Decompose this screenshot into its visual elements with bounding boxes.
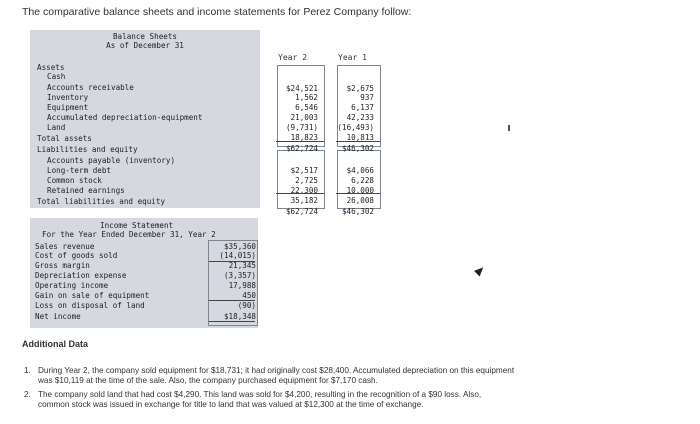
bs-year1-value: 937 <box>360 93 374 102</box>
total-rule <box>276 141 324 142</box>
balance-sheet-labels <box>30 58 268 208</box>
is-row-value: 21,345 <box>228 261 256 270</box>
is-row-label: Loss on disposal of land <box>35 301 145 310</box>
is-row-value: (14,015) <box>219 251 256 260</box>
year1-values <box>328 0 378 424</box>
is-rule <box>209 300 255 301</box>
year2-values <box>272 0 322 424</box>
stray-mark <box>508 125 510 131</box>
bs-year1-value: $46,302 <box>341 144 374 153</box>
note-1-line2: was $10,119 at the time of the sale. Also, the company purchased equipment for $7,170 cash. <box>38 376 378 385</box>
bs-row-label: Accounts receivable <box>47 83 134 92</box>
bs-row-label: Accounts payable (inventory) <box>47 156 176 165</box>
total-rule <box>336 193 380 194</box>
note-1 <box>24 366 664 385</box>
is-row-value: 17,988 <box>228 281 256 290</box>
bs-row-label: Long-term debt <box>47 166 112 175</box>
bs-year1-value: $4,066 <box>346 166 374 175</box>
bs-year2-value: 1,562 <box>295 93 318 102</box>
is-row-label: Sales revenue <box>35 242 95 251</box>
income-statement-title: Income Statement <box>100 221 174 230</box>
bs-year2-value: $62,724 <box>285 144 318 153</box>
balance-sheet-header <box>30 30 260 56</box>
bs-row-label: Total liabilities and equity <box>37 197 166 206</box>
total-rule <box>276 193 324 194</box>
note-1-line1: During Year 2, the company sold equipment for $18,731; it had originally cost $28,400. Accumulated depreciation on this equipment <box>38 366 515 375</box>
bs-year1-value: $2,675 <box>346 84 374 93</box>
is-row-label: Depreciation expense <box>35 271 127 280</box>
year2-header: Year 2 <box>278 53 307 62</box>
bs-row-label: Cash <box>47 72 66 81</box>
bs-year1-value: (16,493) <box>337 123 374 132</box>
bs-year2-value: 18,823 <box>290 133 318 142</box>
bs-year2-value: 35,182 <box>290 196 318 205</box>
is-row-value: $35,360 <box>223 242 256 251</box>
is-row-label: Net income <box>35 312 81 321</box>
is-row-label: Gain on sale of equipment <box>35 291 150 300</box>
bs-row-label: Land <box>47 123 66 132</box>
bs-year2-value: $62,724 <box>285 207 318 216</box>
balance-sheet-subtitle: As of December 31 <box>106 41 184 50</box>
is-row-value: $18,348 <box>223 312 256 321</box>
bs-year2-value: 6,546 <box>295 103 318 112</box>
bs-year2-value: $2,517 <box>290 166 318 175</box>
bs-year1-value: $46,302 <box>341 207 374 216</box>
note-2-line2: common stock was issued in exchange for title to land that was valued at $12,300 at the time of exchange. <box>38 400 424 409</box>
bs-year2-value: (9,731) <box>285 123 318 132</box>
year1-header: Year 1 <box>338 53 367 62</box>
balance-sheet-title: Balance Sheets <box>112 32 177 41</box>
is-rule <box>209 321 255 322</box>
total-rule <box>336 141 380 142</box>
is-row-value: (90) <box>237 301 256 310</box>
bs-row-label: Liabilities and equity <box>37 145 138 154</box>
note-2-line1: The company sold land that had cost $4,290. This land was sold for $4,200, resulting in the recognition of a $90 loss. Also, <box>38 390 482 399</box>
bs-year2-value: 21,003 <box>290 113 318 122</box>
bs-row-label: Inventory <box>47 93 89 102</box>
bs-year1-value: 26,008 <box>346 196 374 205</box>
bs-row-label: Assets <box>37 63 65 72</box>
income-values-box <box>208 240 258 326</box>
intro-text: The comparative balance sheets and income statements for Perez Company follow: <box>22 6 412 18</box>
is-rule <box>209 261 255 262</box>
bs-year2-value: $24,521 <box>285 84 318 93</box>
bs-year1-value: 6,137 <box>351 103 374 112</box>
bs-year1-value: 6,228 <box>351 176 374 185</box>
bs-row-label: Common stock <box>47 176 102 185</box>
mouse-cursor-icon <box>474 264 486 276</box>
income-statement-subtitle: For the Year Ended December 31, Year 2 <box>42 230 216 239</box>
bs-row-label: Retained earnings <box>47 186 125 195</box>
bs-year1-value: 10,813 <box>346 133 374 142</box>
bs-row-label: Total assets <box>37 134 92 143</box>
is-row-label: Gross margin <box>35 261 90 270</box>
bs-year2-value: 22,300 <box>290 186 318 195</box>
bs-year2-value: 2,725 <box>295 176 318 185</box>
is-row-value: 450 <box>242 291 256 300</box>
additional-data-title: Additional Data <box>22 339 89 349</box>
note-2-number: 2. <box>24 390 31 399</box>
note-2 <box>24 390 664 409</box>
bs-year1-value: 42,233 <box>346 113 374 122</box>
bs-row-label: Equipment <box>47 103 89 112</box>
is-row-label: Cost of goods sold <box>35 251 118 260</box>
is-row-label: Operating income <box>35 281 109 290</box>
bs-year1-value: 10,000 <box>346 186 374 195</box>
bs-row-label: Accumulated depreciation-equipment <box>47 113 203 122</box>
is-row-value: (3,357) <box>223 271 256 280</box>
note-1-number: 1. <box>24 366 31 375</box>
